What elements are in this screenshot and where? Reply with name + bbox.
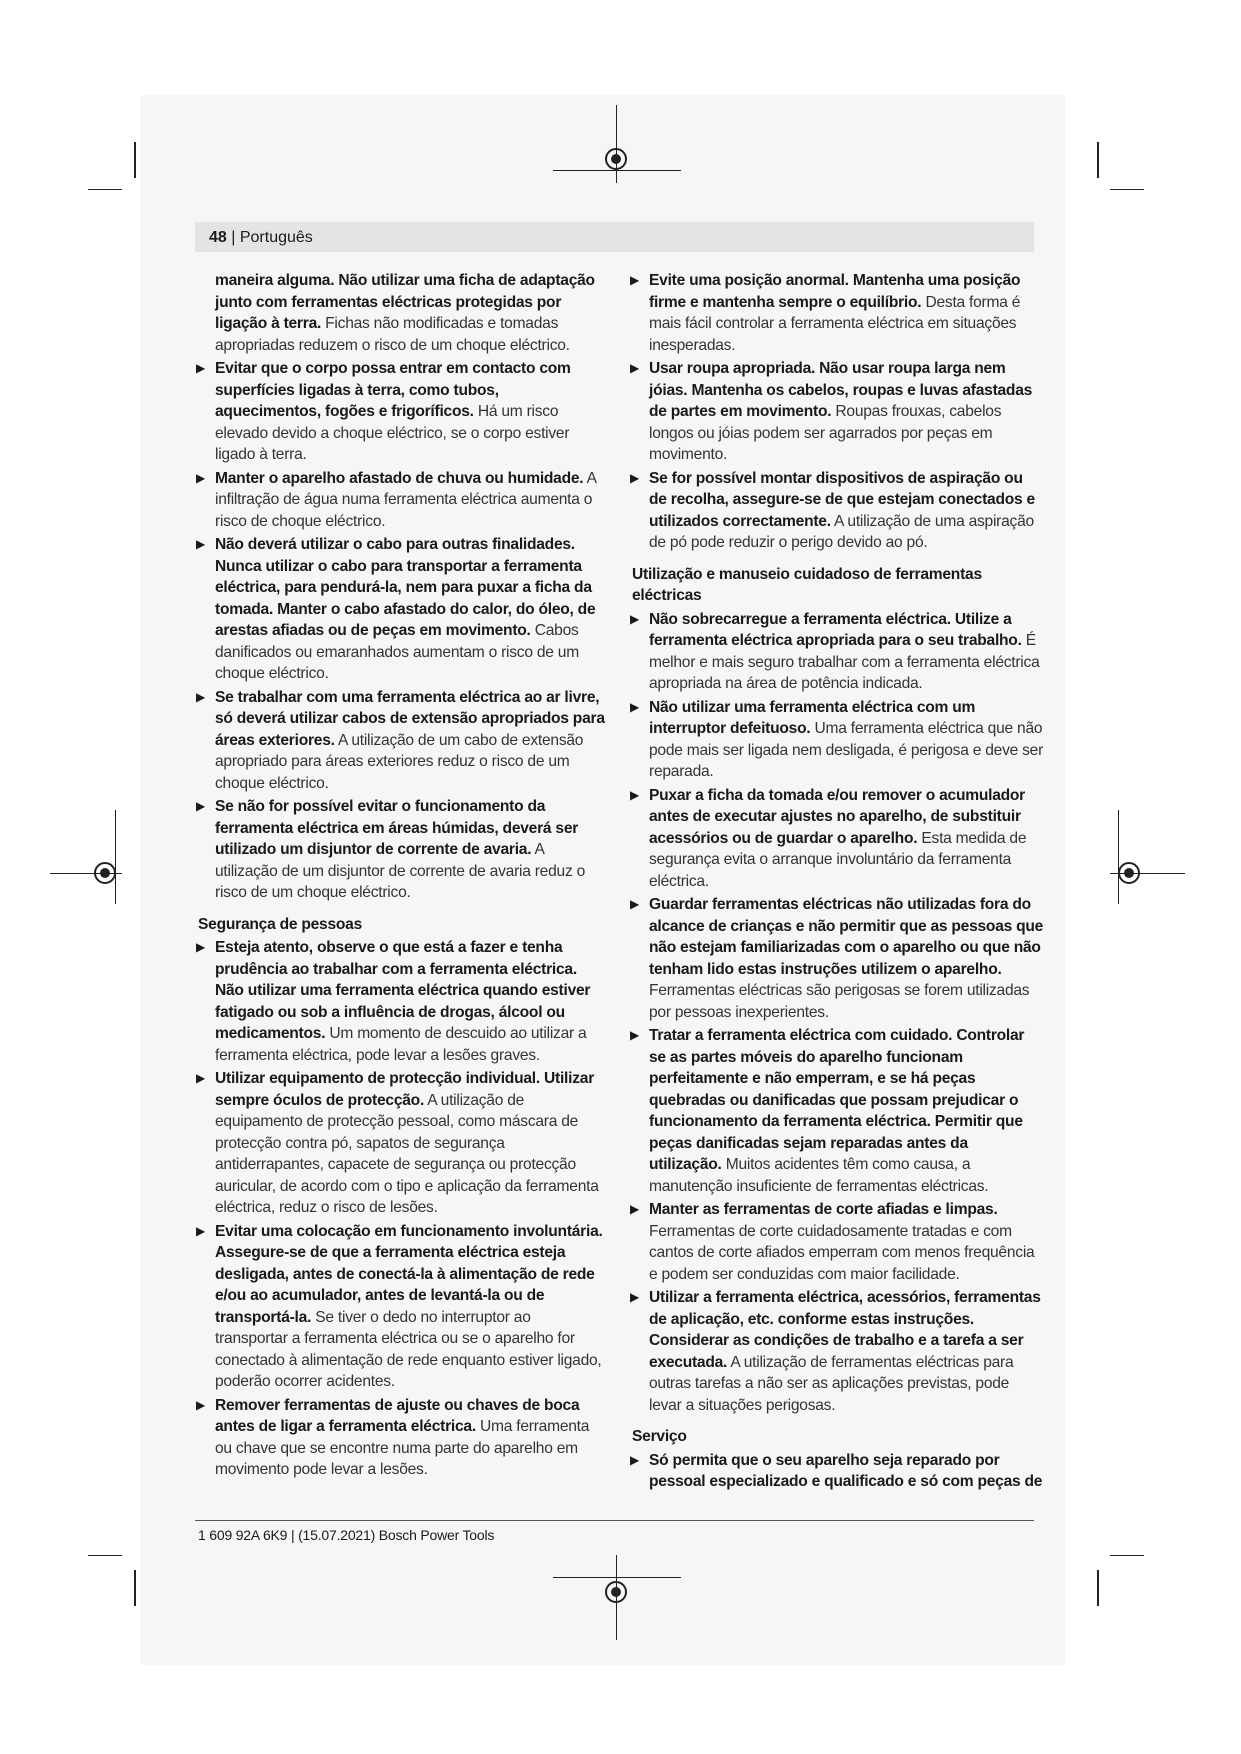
bullet-arrow-icon: ▶ [196, 940, 205, 954]
crop-mark [88, 189, 122, 190]
crop-mark [134, 142, 136, 178]
page-header [209, 228, 313, 248]
bullet-arrow-icon: ▶ [196, 799, 205, 813]
crop-mark [1097, 1570, 1099, 1606]
list-item: ▶ Puxar a ficha da tomada e/ou remover o acumulador antes de executar ajustes no aparelho, de substituir acessórios ou de guardar o aparelho. Esta medida de segurança evita o arranque involuntário da ferramenta eléctrica. [630, 786, 1027, 890]
left-column [198, 270, 606, 1483]
bullet-arrow-icon: ▶ [630, 1202, 639, 1216]
list-item: ▶ Tratar a ferramenta eléctrica com cuidado. Controlar se as partes móveis do aparelho funcionam perfeitamente e não emperram, e se há peças quebradas ou danificadas que possam prejudicar o funcionamento da ferramenta eléctrica. Permitir que peças danificadas sejam reparadas antes da utilização. Muitos acidentes têm como causa, a manutenção insuficiente de ferramentas eléctricas. [630, 1027, 1025, 1195]
footer-rule [195, 1520, 1034, 1521]
bullet-arrow-icon: ▶ [196, 1071, 205, 1085]
list-item: ▶ Utilizar a ferramenta eléctrica, acessórios, ferramentas de aplicação, etc. conforme estas instruções. Considerar as condições de trabalho e a tarefa a ser executada. A utilização de ferramentas eléctricas para outras tarefas a não ser as aplicações previstas, pode levar a situações perigosas. [630, 1289, 1041, 1414]
registration-target-icon [605, 1581, 627, 1603]
section-heading: Utilização e manuseio cuidadoso de ferramentas eléctricas [632, 565, 982, 604]
crop-mark [1110, 189, 1144, 190]
bullet-arrow-icon: ▶ [630, 361, 639, 375]
registration-mark [616, 105, 617, 183]
header-separator: | [231, 229, 236, 246]
bullet-arrow-icon: ▶ [630, 1290, 639, 1304]
list-item: ▶ Se não for possível evitar o funcionamento da ferramenta eléctrica em áreas húmidas, deverá ser utilizado um disjuntor de corrente de avaria. A utilização de um disjuntor de corrente de avaria reduz o risco de um choque eléctrico. [196, 798, 585, 901]
list-item: ▶ Utilizar equipamento de protecção individual. Utilizar sempre óculos de protecção. A utilização de equipamento de protecção pessoal, como máscara de protecção contra pó, sapatos de segurança antiderrapantes, capacete de segurança ou protecção auricular, de acordo com o tipo e aplicação da ferramenta eléctrica, reduz o risco de lesões. [196, 1070, 599, 1216]
bullet-arrow-icon: ▶ [630, 273, 639, 287]
bullet-arrow-icon: ▶ [196, 1397, 205, 1412]
bullet-arrow-icon: ▶ [630, 897, 639, 911]
list-item: ▶ Manter as ferramentas de corte afiadas e limpas. Ferramentas de corte cuidadosamente tratadas e com cantos de corte afiados emperram com menos frequência e podem ser conduzidas com maior facilidade. [630, 1201, 1035, 1283]
bullet-arrow-icon: ▶ [196, 361, 205, 375]
header-language: Português [239, 229, 313, 246]
bullet-arrow-icon: ▶ [630, 787, 639, 802]
page-number: 48 [209, 229, 227, 246]
registration-mark [115, 810, 116, 904]
list-item: ▶ Guardar ferramentas eléctricas não utilizadas fora do alcance de crianças e não permitir que as pessoas que não estejam familiarizadas com o aparelho ou que não tenham lido estas instruções utilizem o aparelho. Ferramentas eléctricas são perigosas se forem utilizadas por pessoas inexperientes. [630, 896, 1044, 1021]
bullet-arrow-icon: ▶ [630, 1028, 639, 1042]
list-item: ▶ Usar roupa apropriada. Não usar roupa larga nem jóias. Mantenha os cabelos, roupas e luvas afastadas de partes em movimento. Roupas frouxas, cabelos longos ou jóias podem ser agarrados por peças em movimento. [630, 360, 1033, 463]
registration-target-icon [1118, 862, 1140, 884]
bullet-arrow-icon: ▶ [196, 1223, 205, 1238]
section-heading: Serviço [632, 1428, 687, 1445]
bullet-arrow-icon: ▶ [630, 611, 639, 626]
bullet-arrow-icon: ▶ [196, 537, 205, 551]
bullet-arrow-icon: ▶ [196, 470, 205, 485]
bullet-arrow-icon: ▶ [630, 1452, 639, 1467]
lead-paragraph: maneira alguma. Não utilizar uma ficha de adaptação junto com ferramentas eléctricas protegidas por ligação à terra. Fichas não modificadas e tomadas apropriadas reduzem o risco de um choque eléctrico. [215, 272, 595, 354]
list-item: ▶ Esteja atento, observe o que está a fazer e tenha prudência ao trabalhar com a ferramenta eléctrica. Não utilizar uma ferramenta eléctrica quando estiver fatigado ou sob a influência de drogas, álcool ou medicamentos. Um momento de descuido ao utilizar a ferramenta eléctrica, pode levar a lesões graves. [196, 939, 591, 1064]
list-item: ▶ Não utilizar uma ferramenta eléctrica com um interruptor defeituoso. Uma ferramenta eléctrica que não pode mais ser ligada nem desligada, é perigosa e deve ser reparada. [630, 698, 1044, 780]
right-column [632, 270, 1044, 1495]
section-heading: Segurança de pessoas [198, 915, 363, 933]
header-band [195, 222, 1034, 252]
list-item: ▶ Se trabalhar com uma ferramenta eléctrica ao ar livre, só deverá utilizar cabos de extensão apropriados para áreas exteriores. A utilização de um cabo de extensão apropriado para áreas exteriores reduz o risco de um choque eléctrico. [196, 688, 605, 792]
registration-target-icon [605, 148, 627, 170]
list-item: ▶ Remover ferramentas de ajuste ou chaves de boca antes de ligar a ferramenta eléctrica. Uma ferramenta ou chave que se encontre numa parte do aparelho em movimento pode levar a lesões. [196, 1396, 590, 1478]
page-footer: 1 609 92A 6K9 | (15.07.2021) Bosch Power Tools [198, 1527, 495, 1543]
list-item: ▶ Não deverá utilizar o cabo para outras finalidades. Nunca utilizar o cabo para transportar a ferramenta eléctrica, para pendurá-la, nem para puxar a ficha da tomada. Manter o cabo afastado do calor, do óleo, de arestas afiadas ou de peças em movimento. Cabos danificados ou emaranhados aumentam o risco de um choque eléctrico. [196, 536, 596, 682]
bullet-arrow-icon: ▶ [630, 470, 639, 485]
list-item: ▶ Manter o aparelho afastado de chuva ou humidade. A infiltração de água numa ferramenta eléctrica aumenta o risco de choque eléctrico. [196, 469, 596, 530]
list-item: ▶ Não sobrecarregue a ferramenta eléctrica. Utilize a ferramenta eléctrica apropriada para o seu trabalho. É melhor e mais seguro trabalhar com a ferramenta eléctrica apropriada na área de potência indicada. [630, 610, 1040, 692]
bullet-arrow-icon: ▶ [630, 699, 639, 714]
registration-mark [553, 170, 681, 171]
list-item: ▶ Se for possível montar dispositivos de aspiração ou de recolha, assegure-se de que estejam conectados e utilizados correctamente. A utilização de uma aspiração de pó pode reduzir o perigo devido ao pó. [630, 469, 1035, 551]
registration-mark [1118, 810, 1119, 904]
crop-mark [88, 1555, 122, 1556]
list-item: ▶ Evitar que o corpo possa entrar em contacto com superfícies ligadas à terra, como tubos, aquecimentos, fogões e frigoríficos. Há um risco elevado devido a choque eléctrico, se o corpo estiver ligado à terra. [196, 360, 571, 463]
crop-mark [134, 1570, 136, 1606]
bullet-arrow-icon: ▶ [196, 689, 205, 704]
crop-mark [1110, 1555, 1144, 1556]
registration-target-icon [94, 862, 116, 884]
list-item: ▶ Só permita que o seu aparelho seja reparado por pessoal especializado e qualificado e só com peças de [630, 1451, 1043, 1490]
registration-mark [553, 1577, 681, 1578]
crop-mark [1097, 142, 1099, 178]
list-item: ▶ Evitar uma colocação em funcionamento involuntária. Assegure-se de que a ferramenta eléctrica esteja desligada, antes de conectá-la à alimentação de rede e/ou ao acumulador, antes de levantá-la ou de transportá-la. Se tiver o dedo no interruptor ao transportar a ferramenta eléctrica ou se o aparelho for conectado à alimentação de rede enquanto estiver ligado, poderão ocorrer acidentes. [196, 1222, 603, 1390]
list-item: ▶ Evite uma posição anormal. Mantenha uma posição firme e mantenha sempre o equilíbrio. Desta forma é mais fácil controlar a ferramenta eléctrica em situações inesperadas. [630, 272, 1021, 354]
